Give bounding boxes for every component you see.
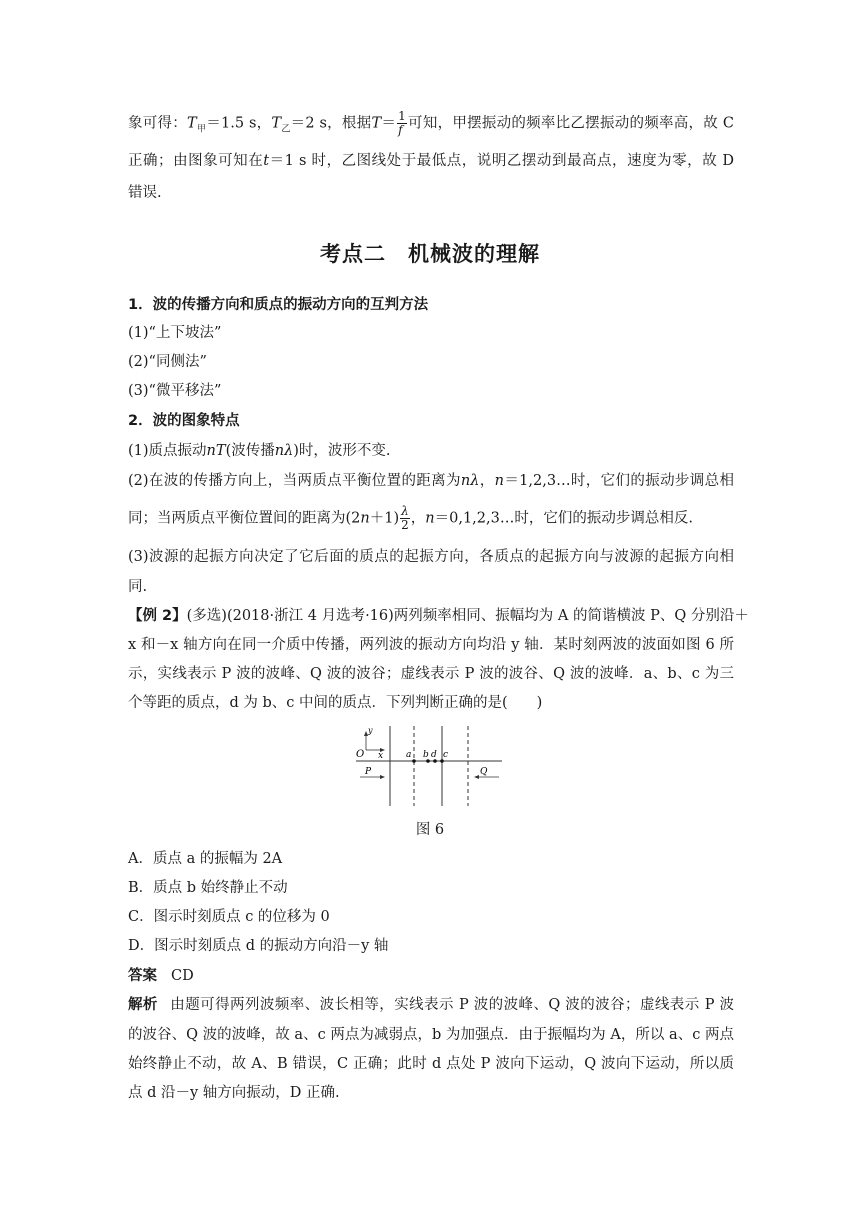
- var-t: t: [263, 153, 270, 169]
- point-a: [412, 759, 416, 763]
- P-arrowhead: [380, 775, 385, 779]
- text: (2)在波的传播方向上，当两质点平衡位置的距离为: [128, 473, 461, 489]
- text: ，: [479, 473, 495, 489]
- example-line-3: 示，实线表示 P 波的波峰、Q 波的波谷；虚线表示 P 波的波谷、Q 波的波峰．a、b、c 为三: [128, 666, 734, 682]
- label-a: a: [406, 750, 412, 760]
- text: ＝1 s 时，乙图线处于最低点，说明乙摆动到最高点，速度为零，故 D: [269, 153, 734, 169]
- intro-line-3: 错误.: [128, 185, 162, 201]
- analysis-line-3: 始终静止不动，故 A、B 错误，C 正确；此时 d 点处 P 波向下运动，Q 波向下运动，所以质: [128, 1056, 734, 1072]
- var-T: T: [271, 115, 282, 132]
- heading-2: 2．波的图象特点: [128, 413, 240, 429]
- text: ＝1,2,3…时，它们的振动步调总相: [503, 473, 734, 489]
- text: (波传播: [225, 443, 275, 459]
- label-P: P: [365, 767, 372, 777]
- feature-2-line-2: [128, 505, 734, 532]
- text: ＝2 s，根据: [290, 115, 372, 132]
- denominator: 2: [401, 518, 409, 532]
- feature-2-line-1: [128, 470, 734, 492]
- method-2: (2)“同侧法”: [128, 354, 207, 370]
- var: n: [360, 510, 370, 527]
- option-c: C．图示时刻质点 c 的位移为 0: [128, 909, 330, 925]
- text: (多选)(2018·浙江 4 月选考·16)两列频率相同、振幅均为 A 的简谐横波 P、Q 分别沿＋: [186, 608, 749, 624]
- var: nT: [206, 443, 226, 459]
- text: )时，波形不变.: [293, 443, 391, 459]
- text: 同；当两质点平衡位置间的距离为(2: [128, 510, 361, 527]
- var-T: T: [187, 115, 197, 132]
- analysis-line-1: [128, 994, 734, 1016]
- subscript: 甲: [196, 124, 207, 135]
- wave-figure: [356, 724, 504, 808]
- text: 正确；由图象可知在: [128, 153, 264, 169]
- example-line-1: [128, 605, 749, 627]
- option-b: B．质点 b 始终静止不动: [128, 880, 288, 896]
- method-1: (1)“上下坡法”: [128, 325, 222, 341]
- feature-3-line-2: 同.: [128, 579, 148, 595]
- text: (1)质点振动: [128, 443, 207, 459]
- fraction: [400, 505, 410, 532]
- text: ＝0,1,2,3…时，它们的振动步调总相反.: [434, 510, 693, 527]
- subscript: 乙: [281, 124, 291, 135]
- numerator: 1: [398, 109, 406, 123]
- label-Q: Q: [480, 767, 488, 777]
- intro-line-2: [128, 150, 734, 172]
- method-3: (3)“微平移法”: [128, 383, 222, 399]
- feature-3-line-1: (3)波源的起振方向决定了它后面的质点的起振方向，各质点的起振方向与波源的起振方向相: [128, 549, 734, 565]
- example-tag: 【例 2】: [128, 608, 187, 624]
- option-d: D．图示时刻质点 d 的振动方向沿－y 轴: [128, 938, 389, 954]
- var-T: T: [371, 115, 382, 132]
- analysis-line-4: 点 d 沿－y 轴方向振动，D 正确.: [128, 1085, 340, 1101]
- intro-line-1: [128, 110, 734, 140]
- figure-caption: 图 6: [415, 822, 445, 838]
- analysis-line-2: 的波谷、Q 波的波峰，故 a、c 两点为减弱点，b 为加强点．由于振幅均为 A，所以 a、c 两点: [128, 1027, 734, 1043]
- label-c: c: [443, 750, 449, 760]
- var: nλ: [460, 473, 480, 489]
- label-x: x: [378, 751, 384, 761]
- var: n: [425, 510, 435, 527]
- text: 可知，甲摆振动的频率比乙摆振动的频率高，故 C: [407, 115, 734, 132]
- label-y: y: [368, 726, 373, 735]
- label-b: b: [423, 750, 429, 760]
- fraction: [397, 110, 407, 137]
- text: ＋1): [369, 510, 400, 527]
- Q-arrowhead: [474, 775, 479, 779]
- section-title: 考点二 机械波的理解: [320, 242, 540, 266]
- heading-1: 1．波的传播方向和质点的振动方向的互判方法: [128, 297, 429, 313]
- numerator: λ: [401, 504, 409, 518]
- text: ，: [410, 510, 426, 527]
- text: 由题可得两列波频率、波长相等，实线表示 P 波的波峰、Q 波的波谷；虚线表示 P 波: [169, 997, 734, 1013]
- analysis-label: 解析: [128, 997, 158, 1013]
- var: n: [494, 473, 504, 489]
- text: 象可得：: [128, 115, 188, 132]
- var: nλ: [274, 443, 294, 459]
- label-O: O: [356, 749, 365, 760]
- example-line-2: x 和－x 轴方向在同一介质中传播，两列波的振动方向均沿 y 轴．某时刻两波的波面如图 6 所: [128, 637, 734, 653]
- text: ＝1.5 s，: [206, 115, 272, 132]
- answer-value: CD: [171, 968, 194, 984]
- option-a: A．质点 a 的振幅为 2A: [128, 851, 283, 867]
- answer-label: 答案: [128, 968, 157, 984]
- answer-line: [128, 965, 734, 987]
- example-line-4: 个等距的质点，d 为 b、c 中间的质点．下列判断正确的是( ): [128, 695, 543, 711]
- denominator: f: [398, 123, 403, 137]
- feature-1: [128, 440, 734, 462]
- text: ＝: [381, 115, 397, 132]
- label-d: d: [431, 750, 437, 760]
